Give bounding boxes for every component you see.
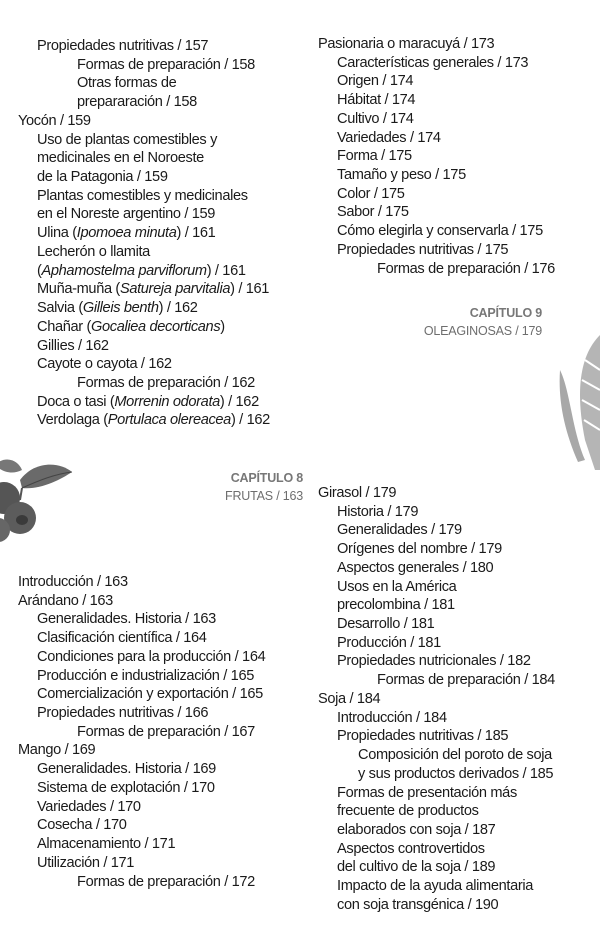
toc-entry-text: Yocón / 159 [18, 112, 91, 129]
toc-left-top [18, 37, 270, 430]
toc-entry-text: Otras formas de [77, 75, 177, 92]
toc-entry [18, 760, 265, 779]
toc-entry [18, 224, 270, 243]
toc-entry-text: Historia / 179 [337, 503, 419, 520]
toc-entry [318, 802, 555, 821]
toc-entry-text: Propiedades nutritivas / 157 [37, 38, 209, 54]
toc-entry-text: Impacto de la ayuda alimentaria [337, 878, 534, 895]
toc-entry-text: Características generales / 173 [337, 54, 529, 71]
toc-entry [18, 816, 265, 835]
toc-entry [318, 896, 555, 915]
toc-entry [18, 337, 270, 356]
chapter-8-heading [225, 469, 303, 505]
toc-entry [318, 147, 555, 166]
toc-entry [18, 299, 270, 318]
toc-entry-text: ) / 162 [158, 300, 198, 317]
toc-entry-text: Generalidades / 179 [337, 522, 462, 539]
chapter-9-label: CAPÍTULO 9 [469, 306, 542, 320]
toc-entry [18, 56, 270, 75]
toc-entry [18, 873, 265, 892]
toc-entry [18, 355, 270, 374]
toc-entry [318, 540, 555, 559]
toc-entry [18, 374, 270, 393]
toc-entry [318, 877, 555, 896]
toc-entry-text: medicinales en el Noroeste [37, 150, 204, 167]
toc-entry [18, 723, 265, 742]
toc-entry [318, 222, 555, 241]
toc-entry-text: Sabor / 175 [337, 204, 409, 221]
toc-entry-text: Cultivo / 174 [337, 110, 414, 127]
toc-entry [18, 648, 265, 667]
toc-entry-text: Verdolaga ( [37, 412, 108, 429]
toc-entry-text: Uso de plantas comestibles y [37, 131, 218, 148]
toc-entry-text: prepararación / 158 [77, 94, 197, 111]
toc-entry [18, 798, 265, 817]
toc-entry [18, 741, 265, 760]
toc-entry [318, 484, 555, 503]
toc-entry-text: Hábitat / 174 [337, 92, 416, 109]
toc-entry [18, 393, 270, 412]
toc-entry-text: Girasol / 179 [318, 485, 397, 501]
toc-entry [18, 629, 265, 648]
toc-entry [318, 72, 555, 91]
toc-entry-text: en el Noreste argentino / 159 [37, 206, 216, 223]
toc-entry-text: Doca o tasi ( [37, 393, 115, 410]
toc-entry-text: Pasionaria o maracuyá / 173 [318, 36, 495, 52]
toc-entry-text: ) / 162 [230, 412, 270, 429]
toc-entry [318, 54, 555, 73]
toc-entry-scientific-name: Morrenin odorata [114, 393, 220, 410]
toc-entry-text: Ulina ( [37, 225, 77, 242]
toc-entry-text: Introducción / 184 [337, 709, 447, 726]
toc-entry-text: Composición del poroto de soja [358, 747, 552, 764]
toc-entry-text: Desarrollo / 181 [337, 616, 435, 633]
toc-entry-text: Muña-muña ( [37, 281, 120, 298]
toc-entry-text: Formas de preparación / 172 [77, 873, 255, 890]
toc-entry [318, 765, 555, 784]
toc-entry-scientific-name: Gilleis benth [82, 300, 159, 317]
toc-entry-text: Generalidades. Historia / 163 [37, 611, 216, 628]
toc-entry [318, 840, 555, 859]
toc-entry [318, 709, 555, 728]
toc-entry-text: precolombina / 181 [337, 597, 455, 614]
toc-entry-text: Plantas comestibles y medicinales [37, 187, 248, 204]
toc-entry-text: Cómo elegirla y conservarla / 175 [337, 223, 543, 240]
toc-entry-scientific-name: Portulaca olereacea [107, 412, 231, 429]
toc-entry [318, 185, 555, 204]
toc-entry [18, 243, 270, 262]
toc-entry [318, 727, 555, 746]
toc-entry-text: ( [37, 262, 42, 279]
toc-entry-text: Propiedades nutritivas / 166 [37, 705, 209, 722]
toc-entry-text: Variedades / 174 [337, 129, 441, 146]
toc-entry-text: Usos en la América [337, 578, 457, 595]
chapter-8-title: FRUTAS / 163 [225, 489, 303, 503]
chapter-9-title: OLEAGINOSAS / 179 [423, 324, 542, 338]
toc-entry [318, 129, 555, 148]
corn-icon [550, 330, 600, 480]
toc-entry-text: Formas de preparación / 184 [377, 672, 555, 689]
toc-entry [318, 35, 555, 54]
toc-entry-text: Orígenes del nombre / 179 [337, 541, 502, 558]
toc-entry-text: Origen / 174 [337, 73, 414, 90]
toc-entry [18, 779, 265, 798]
toc-entry [318, 503, 555, 522]
toc-entry [18, 835, 265, 854]
toc-entry-text: Aspectos generales / 180 [337, 559, 494, 576]
toc-entry-text: del cultivo de la soja / 189 [337, 859, 496, 876]
toc-entry [318, 671, 555, 690]
toc-entry [318, 241, 555, 260]
toc-entry [318, 746, 555, 765]
toc-entry-text: Formas de preparación / 162 [77, 374, 255, 391]
toc-entry-text: Aspectos controvertidos [337, 840, 485, 857]
toc-entry-text: Propiedades nutricionales / 182 [337, 653, 531, 670]
toc-entry-text: Propiedades nutritivas / 175 [337, 241, 509, 258]
toc-entry-text: ) [220, 318, 225, 335]
toc-entry-text: Gillies / 162 [37, 337, 109, 354]
toc-entry-text: Chañar ( [37, 318, 91, 335]
toc-entry-text: Variedades / 170 [37, 798, 141, 815]
toc-entry [18, 685, 265, 704]
toc-entry [18, 93, 270, 112]
toc-entry-text: Condiciones para la producción / 164 [37, 648, 266, 665]
toc-entry-text: Generalidades. Historia / 169 [37, 761, 216, 778]
toc-entry-text: elaborados con soja / 187 [337, 821, 496, 838]
toc-entry [18, 667, 265, 686]
toc-entry [318, 203, 555, 222]
toc-entry [318, 858, 555, 877]
toc-entry [318, 578, 555, 597]
toc-entry-scientific-name: Satureja parvitalia [119, 281, 231, 298]
toc-entry-text: Cosecha / 170 [37, 817, 127, 834]
toc-entry-text: Introducción / 163 [18, 574, 128, 590]
toc-entry [318, 690, 555, 709]
toc-entry-text: Propiedades nutritivas / 185 [337, 728, 509, 745]
toc-entry-text: frecuente de productos [337, 803, 479, 820]
toc-entry-text: Formas de presentación más [337, 784, 517, 801]
toc-entry [318, 821, 555, 840]
toc-entry [18, 318, 270, 337]
toc-entry [18, 854, 265, 873]
toc-frutas [18, 573, 265, 891]
toc-entry [18, 131, 270, 150]
toc-entry [318, 559, 555, 578]
toc-entry [318, 91, 555, 110]
toc-entry-text: Utilización / 171 [37, 854, 135, 871]
toc-entry-text: ) / 161 [206, 262, 246, 279]
chapter-9-heading [424, 304, 542, 340]
toc-entry-text: con soja transgénica / 190 [337, 896, 499, 913]
toc-entry-text: Almacenamiento / 171 [37, 836, 176, 853]
toc-entry [318, 521, 555, 540]
toc-entry-text: Arándano / 163 [18, 592, 113, 609]
toc-entry [18, 168, 270, 187]
toc-entry-text: y sus productos derivados / 185 [358, 765, 554, 782]
toc-entry-text: Clasificación científica / 164 [37, 630, 207, 647]
toc-entry-text: de la Patagonia / 159 [37, 169, 168, 186]
toc-entry [18, 610, 265, 629]
toc-entry [18, 74, 270, 93]
toc-entry [18, 262, 270, 281]
toc-entry [18, 112, 270, 131]
toc-entry-text: Comercialización y exportación / 165 [37, 686, 263, 703]
toc-entry [318, 260, 555, 279]
toc-entry-text: Sistema de explotación / 170 [37, 779, 215, 796]
toc-entry [318, 652, 555, 671]
blueberry-icon [0, 450, 80, 550]
toc-entry-text: Formas de preparación / 158 [77, 56, 255, 73]
toc-entry [18, 37, 270, 56]
toc-entry-text: Formas de preparación / 167 [77, 723, 255, 740]
toc-entry-text: Salvia ( [37, 300, 83, 317]
toc-entry-text: ) / 161 [230, 281, 270, 298]
toc-entry-text: ) / 161 [176, 225, 216, 242]
toc-entry [318, 596, 555, 615]
chapter-8-label: CAPÍTULO 8 [230, 471, 303, 485]
toc-entry-scientific-name: Gocaliea decorticans [90, 318, 221, 335]
toc-entry-scientific-name: Aphamostelma parviflorum [41, 262, 207, 279]
toc-entry [18, 573, 265, 592]
toc-entry-text: Producción / 181 [337, 634, 441, 651]
toc-entry [318, 784, 555, 803]
toc-entry [18, 704, 265, 723]
toc-entry-scientific-name: Ipomoea minuta [76, 225, 177, 242]
toc-entry [18, 187, 270, 206]
toc-oleaginosas [318, 484, 555, 915]
toc-entry-text: Mango / 169 [18, 742, 96, 759]
toc-entry [318, 634, 555, 653]
toc-entry [318, 110, 555, 129]
toc-right-top [318, 35, 555, 278]
toc-entry-text: Cayote o cayota / 162 [37, 356, 172, 373]
toc-entry [18, 205, 270, 224]
toc-entry [18, 149, 270, 168]
toc-entry-text: ) / 162 [219, 393, 259, 410]
toc-entry [318, 615, 555, 634]
toc-entry-text: Lecherón o llamita [37, 243, 150, 260]
toc-entry-text: Color / 175 [337, 185, 405, 202]
toc-entry-text: Producción e industrialización / 165 [37, 667, 254, 684]
toc-entry [18, 280, 270, 299]
toc-entry [18, 411, 270, 430]
toc-entry-text: Tamaño y peso / 175 [337, 167, 466, 184]
toc-entry-text: Forma / 175 [337, 148, 412, 165]
toc-entry [18, 592, 265, 611]
toc-entry-text: Formas de preparación / 176 [377, 260, 555, 277]
toc-entry-text: Soja / 184 [318, 690, 381, 707]
toc-entry [318, 166, 555, 185]
